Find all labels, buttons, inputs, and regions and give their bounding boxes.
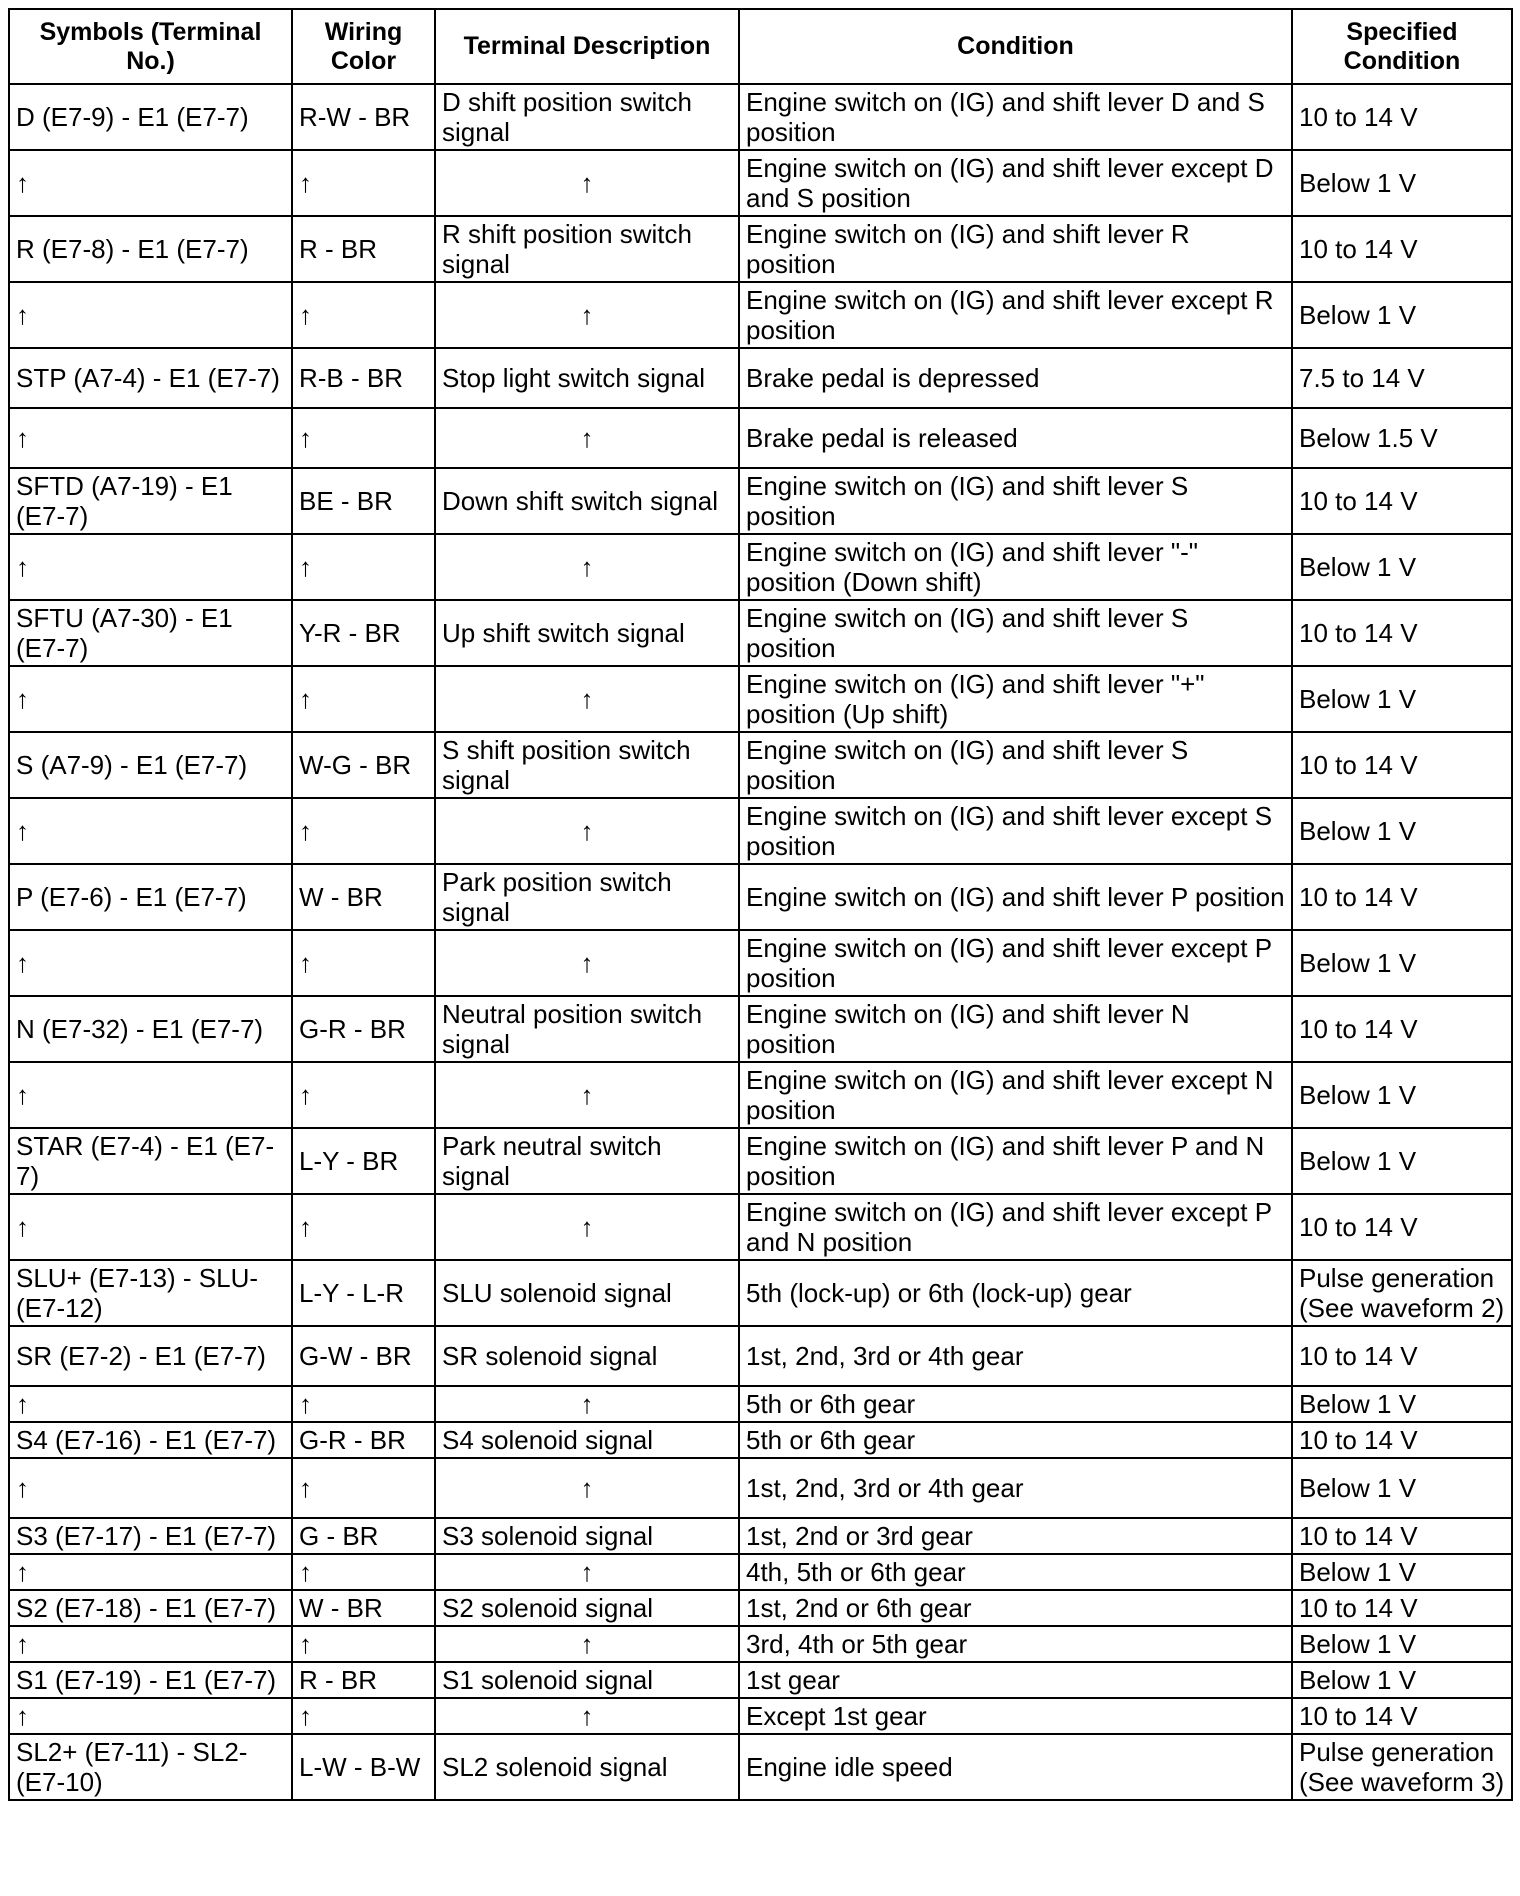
table-row — [9, 732, 1512, 798]
symbol-cell: N (E7-32) - E1 (E7-7) — [9, 996, 292, 1062]
wiring-color-cell: W - BR — [292, 1590, 435, 1626]
specified-condition-cell: 10 to 14 V — [1292, 1698, 1512, 1734]
terminal-description-cell: Park neutral switch signal — [435, 1128, 739, 1194]
condition-cell: 5th or 6th gear — [739, 1422, 1292, 1458]
specified-condition-cell: Below 1 V — [1292, 534, 1512, 600]
symbol-cell: SR (E7-2) - E1 (E7-7) — [9, 1326, 292, 1386]
symbol-cell: ↑ — [9, 1194, 292, 1260]
header-symbols: Symbols (Terminal No.) — [9, 9, 292, 84]
symbol-cell: S2 (E7-18) - E1 (E7-7) — [9, 1590, 292, 1626]
terminal-description-cell: ↑ — [435, 930, 739, 996]
symbol-cell: ↑ — [9, 1554, 292, 1590]
specified-condition-cell: Below 1 V — [1292, 1626, 1512, 1662]
specified-condition-cell: 10 to 14 V — [1292, 732, 1512, 798]
header-row — [9, 9, 1512, 84]
header-condition: Condition — [739, 9, 1292, 84]
wiring-color-cell: G-W - BR — [292, 1326, 435, 1386]
symbol-cell: ↑ — [9, 930, 292, 996]
specified-condition-cell: 10 to 14 V — [1292, 1194, 1512, 1260]
symbol-cell: ↑ — [9, 1698, 292, 1734]
specified-condition-cell: 10 to 14 V — [1292, 996, 1512, 1062]
wiring-color-cell: ↑ — [292, 1194, 435, 1260]
condition-cell: 1st gear — [739, 1662, 1292, 1698]
terminal-spec-table — [8, 8, 1513, 1801]
terminal-description-cell: ↑ — [435, 534, 739, 600]
specified-condition-cell: 10 to 14 V — [1292, 1326, 1512, 1386]
condition-cell: Engine switch on (IG) and shift lever R position — [739, 216, 1292, 282]
terminal-description-cell: D shift position switch signal — [435, 84, 739, 150]
specified-condition-cell: 7.5 to 14 V — [1292, 348, 1512, 408]
wiring-color-cell: R - BR — [292, 1662, 435, 1698]
condition-cell: Engine idle speed — [739, 1734, 1292, 1800]
table-row — [9, 798, 1512, 864]
condition-cell: Engine switch on (IG) and shift lever D and S position — [739, 84, 1292, 150]
wiring-color-cell: W-G - BR — [292, 732, 435, 798]
condition-cell: Engine switch on (IG) and shift lever "-" position (Down shift) — [739, 534, 1292, 600]
table-row — [9, 1194, 1512, 1260]
symbol-cell: P (E7-6) - E1 (E7-7) — [9, 864, 292, 930]
condition-cell: 5th or 6th gear — [739, 1386, 1292, 1422]
wiring-color-cell: ↑ — [292, 1062, 435, 1128]
table-row — [9, 534, 1512, 600]
specified-condition-cell: 10 to 14 V — [1292, 600, 1512, 666]
condition-cell: 5th (lock-up) or 6th (lock-up) gear — [739, 1260, 1292, 1326]
table-row — [9, 1386, 1512, 1422]
condition-cell: Engine switch on (IG) and shift lever S position — [739, 732, 1292, 798]
wiring-color-cell: R-W - BR — [292, 84, 435, 150]
table-row — [9, 600, 1512, 666]
symbol-cell: ↑ — [9, 1626, 292, 1662]
table-row — [9, 150, 1512, 216]
specified-condition-cell: Below 1 V — [1292, 1554, 1512, 1590]
condition-cell: Except 1st gear — [739, 1698, 1292, 1734]
condition-cell: Engine switch on (IG) and shift lever P and N position — [739, 1128, 1292, 1194]
symbol-cell: R (E7-8) - E1 (E7-7) — [9, 216, 292, 282]
terminal-description-cell: Park position switch signal — [435, 864, 739, 930]
table-row — [9, 84, 1512, 150]
table-row — [9, 1734, 1512, 1800]
wiring-color-cell: BE - BR — [292, 468, 435, 534]
terminal-description-cell: ↑ — [435, 1698, 739, 1734]
terminal-description-cell: SL2 solenoid signal — [435, 1734, 739, 1800]
condition-cell: Engine switch on (IG) and shift lever except R position — [739, 282, 1292, 348]
table-row — [9, 996, 1512, 1062]
wiring-color-cell: G - BR — [292, 1518, 435, 1554]
symbol-cell: S1 (E7-19) - E1 (E7-7) — [9, 1662, 292, 1698]
condition-cell: 4th, 5th or 6th gear — [739, 1554, 1292, 1590]
wiring-color-cell: ↑ — [292, 408, 435, 468]
specified-condition-cell: 10 to 14 V — [1292, 1518, 1512, 1554]
condition-cell: Engine switch on (IG) and shift lever except P and N position — [739, 1194, 1292, 1260]
specified-condition-cell: Below 1 V — [1292, 282, 1512, 348]
symbol-cell: ↑ — [9, 1062, 292, 1128]
terminal-description-cell: Down shift switch signal — [435, 468, 739, 534]
specified-condition-cell: Below 1 V — [1292, 1386, 1512, 1422]
terminal-description-cell: SLU solenoid signal — [435, 1260, 739, 1326]
terminal-description-cell: ↑ — [435, 666, 739, 732]
header-terminal-description: Terminal Description — [435, 9, 739, 84]
condition-cell: Engine switch on (IG) and shift lever "+" position (Up shift) — [739, 666, 1292, 732]
symbol-cell: ↑ — [9, 150, 292, 216]
symbol-cell: D (E7-9) - E1 (E7-7) — [9, 84, 292, 150]
terminal-description-cell: ↑ — [435, 1458, 739, 1518]
wiring-color-cell: ↑ — [292, 1698, 435, 1734]
condition-cell: Engine switch on (IG) and shift lever except P position — [739, 930, 1292, 996]
table-row — [9, 1698, 1512, 1734]
wiring-color-cell: ↑ — [292, 1626, 435, 1662]
condition-cell: Engine switch on (IG) and shift lever P position — [739, 864, 1292, 930]
specified-condition-cell: 10 to 14 V — [1292, 468, 1512, 534]
wiring-color-cell: ↑ — [292, 534, 435, 600]
condition-cell: Engine switch on (IG) and shift lever except N position — [739, 1062, 1292, 1128]
condition-cell: 1st, 2nd, 3rd or 4th gear — [739, 1458, 1292, 1518]
table-row — [9, 1626, 1512, 1662]
wiring-color-cell: R - BR — [292, 216, 435, 282]
condition-cell: 1st, 2nd or 3rd gear — [739, 1518, 1292, 1554]
specified-condition-cell: 10 to 14 V — [1292, 1422, 1512, 1458]
table-row — [9, 1554, 1512, 1590]
specified-condition-cell: Below 1 V — [1292, 930, 1512, 996]
symbol-cell: S4 (E7-16) - E1 (E7-7) — [9, 1422, 292, 1458]
table-row — [9, 1062, 1512, 1128]
wiring-color-cell: G-R - BR — [292, 1422, 435, 1458]
wiring-color-cell: ↑ — [292, 150, 435, 216]
table-body — [9, 84, 1512, 1800]
symbol-cell: ↑ — [9, 1458, 292, 1518]
wiring-color-cell: ↑ — [292, 1554, 435, 1590]
table-row — [9, 1458, 1512, 1518]
wiring-color-cell: ↑ — [292, 1386, 435, 1422]
table-row — [9, 216, 1512, 282]
table-row — [9, 408, 1512, 468]
condition-cell: Engine switch on (IG) and shift lever S position — [739, 600, 1292, 666]
wiring-color-cell: L-Y - BR — [292, 1128, 435, 1194]
symbol-cell: ↑ — [9, 1386, 292, 1422]
condition-cell: 3rd, 4th or 5th gear — [739, 1626, 1292, 1662]
terminal-description-cell: ↑ — [435, 1194, 739, 1260]
specified-condition-cell: Pulse generation (See waveform 3) — [1292, 1734, 1512, 1800]
specified-condition-cell: Below 1 V — [1292, 1662, 1512, 1698]
specified-condition-cell: 10 to 14 V — [1292, 864, 1512, 930]
terminal-description-cell: S3 solenoid signal — [435, 1518, 739, 1554]
specified-condition-cell: Below 1 V — [1292, 150, 1512, 216]
specified-condition-cell: Below 1 V — [1292, 1458, 1512, 1518]
specified-condition-cell: Below 1 V — [1292, 798, 1512, 864]
symbol-cell: SL2+ (E7-11) - SL2- (E7-10) — [9, 1734, 292, 1800]
terminal-description-cell: ↑ — [435, 282, 739, 348]
symbol-cell: ↑ — [9, 534, 292, 600]
symbol-cell: SFTU (A7-30) - E1 (E7-7) — [9, 600, 292, 666]
table-row — [9, 930, 1512, 996]
table-row — [9, 282, 1512, 348]
condition-cell: Engine switch on (IG) and shift lever except D and S position — [739, 150, 1292, 216]
symbol-cell: SFTD (A7-19) - E1 (E7-7) — [9, 468, 292, 534]
terminal-description-cell: ↑ — [435, 1626, 739, 1662]
table-header — [9, 9, 1512, 84]
terminal-description-cell: S shift position switch signal — [435, 732, 739, 798]
table-row — [9, 666, 1512, 732]
terminal-description-cell: S1 solenoid signal — [435, 1662, 739, 1698]
terminal-description-cell: Neutral position switch signal — [435, 996, 739, 1062]
wiring-color-cell: ↑ — [292, 666, 435, 732]
condition-cell: Engine switch on (IG) and shift lever N position — [739, 996, 1292, 1062]
symbol-cell: ↑ — [9, 282, 292, 348]
terminal-description-cell: ↑ — [435, 1062, 739, 1128]
specified-condition-cell: Below 1 V — [1292, 666, 1512, 732]
specified-condition-cell: 10 to 14 V — [1292, 216, 1512, 282]
condition-cell: 1st, 2nd or 6th gear — [739, 1590, 1292, 1626]
table-row — [9, 1128, 1512, 1194]
table-row — [9, 1662, 1512, 1698]
table-row — [9, 1590, 1512, 1626]
symbol-cell: S (A7-9) - E1 (E7-7) — [9, 732, 292, 798]
header-specified-condition: Specified Condition — [1292, 9, 1512, 84]
wiring-color-cell: W - BR — [292, 864, 435, 930]
condition-cell: 1st, 2nd, 3rd or 4th gear — [739, 1326, 1292, 1386]
condition-cell: Engine switch on (IG) and shift lever S position — [739, 468, 1292, 534]
specified-condition-cell: Below 1.5 V — [1292, 408, 1512, 468]
terminal-description-cell: ↑ — [435, 798, 739, 864]
wiring-color-cell: ↑ — [292, 930, 435, 996]
table-row — [9, 864, 1512, 930]
terminal-description-cell: R shift position switch signal — [435, 216, 739, 282]
terminal-description-cell: S4 solenoid signal — [435, 1422, 739, 1458]
terminal-description-cell: Up shift switch signal — [435, 600, 739, 666]
header-wiring-color: Wiring Color — [292, 9, 435, 84]
wiring-color-cell: G-R - BR — [292, 996, 435, 1062]
condition-cell: Brake pedal is depressed — [739, 348, 1292, 408]
table-row — [9, 1518, 1512, 1554]
terminal-description-cell: Stop light switch signal — [435, 348, 739, 408]
symbol-cell: ↑ — [9, 666, 292, 732]
specified-condition-cell: 10 to 14 V — [1292, 84, 1512, 150]
specified-condition-cell: 10 to 14 V — [1292, 1590, 1512, 1626]
symbol-cell: ↑ — [9, 798, 292, 864]
wiring-color-cell: L-W - B-W — [292, 1734, 435, 1800]
wiring-color-cell: R-B - BR — [292, 348, 435, 408]
terminal-description-cell: S2 solenoid signal — [435, 1590, 739, 1626]
table-row — [9, 1422, 1512, 1458]
symbol-cell: STP (A7-4) - E1 (E7-7) — [9, 348, 292, 408]
table-row — [9, 468, 1512, 534]
terminal-description-cell: ↑ — [435, 1554, 739, 1590]
symbol-cell: SLU+ (E7-13) - SLU- (E7-12) — [9, 1260, 292, 1326]
condition-cell: Engine switch on (IG) and shift lever except S position — [739, 798, 1292, 864]
table-row — [9, 1326, 1512, 1386]
symbol-cell: STAR (E7-4) - E1 (E7-7) — [9, 1128, 292, 1194]
terminal-description-cell: ↑ — [435, 408, 739, 468]
table-row — [9, 1260, 1512, 1326]
specified-condition-cell: Pulse generation (See waveform 2) — [1292, 1260, 1512, 1326]
specified-condition-cell: Below 1 V — [1292, 1128, 1512, 1194]
terminal-description-cell: ↑ — [435, 150, 739, 216]
symbol-cell: ↑ — [9, 408, 292, 468]
wiring-color-cell: L-Y - L-R — [292, 1260, 435, 1326]
wiring-color-cell: Y-R - BR — [292, 600, 435, 666]
terminal-description-cell: SR solenoid signal — [435, 1326, 739, 1386]
table-row — [9, 348, 1512, 408]
wiring-color-cell: ↑ — [292, 282, 435, 348]
terminal-description-cell: ↑ — [435, 1386, 739, 1422]
symbol-cell: S3 (E7-17) - E1 (E7-7) — [9, 1518, 292, 1554]
specified-condition-cell: Below 1 V — [1292, 1062, 1512, 1128]
wiring-color-cell: ↑ — [292, 798, 435, 864]
wiring-color-cell: ↑ — [292, 1458, 435, 1518]
condition-cell: Brake pedal is released — [739, 408, 1292, 468]
